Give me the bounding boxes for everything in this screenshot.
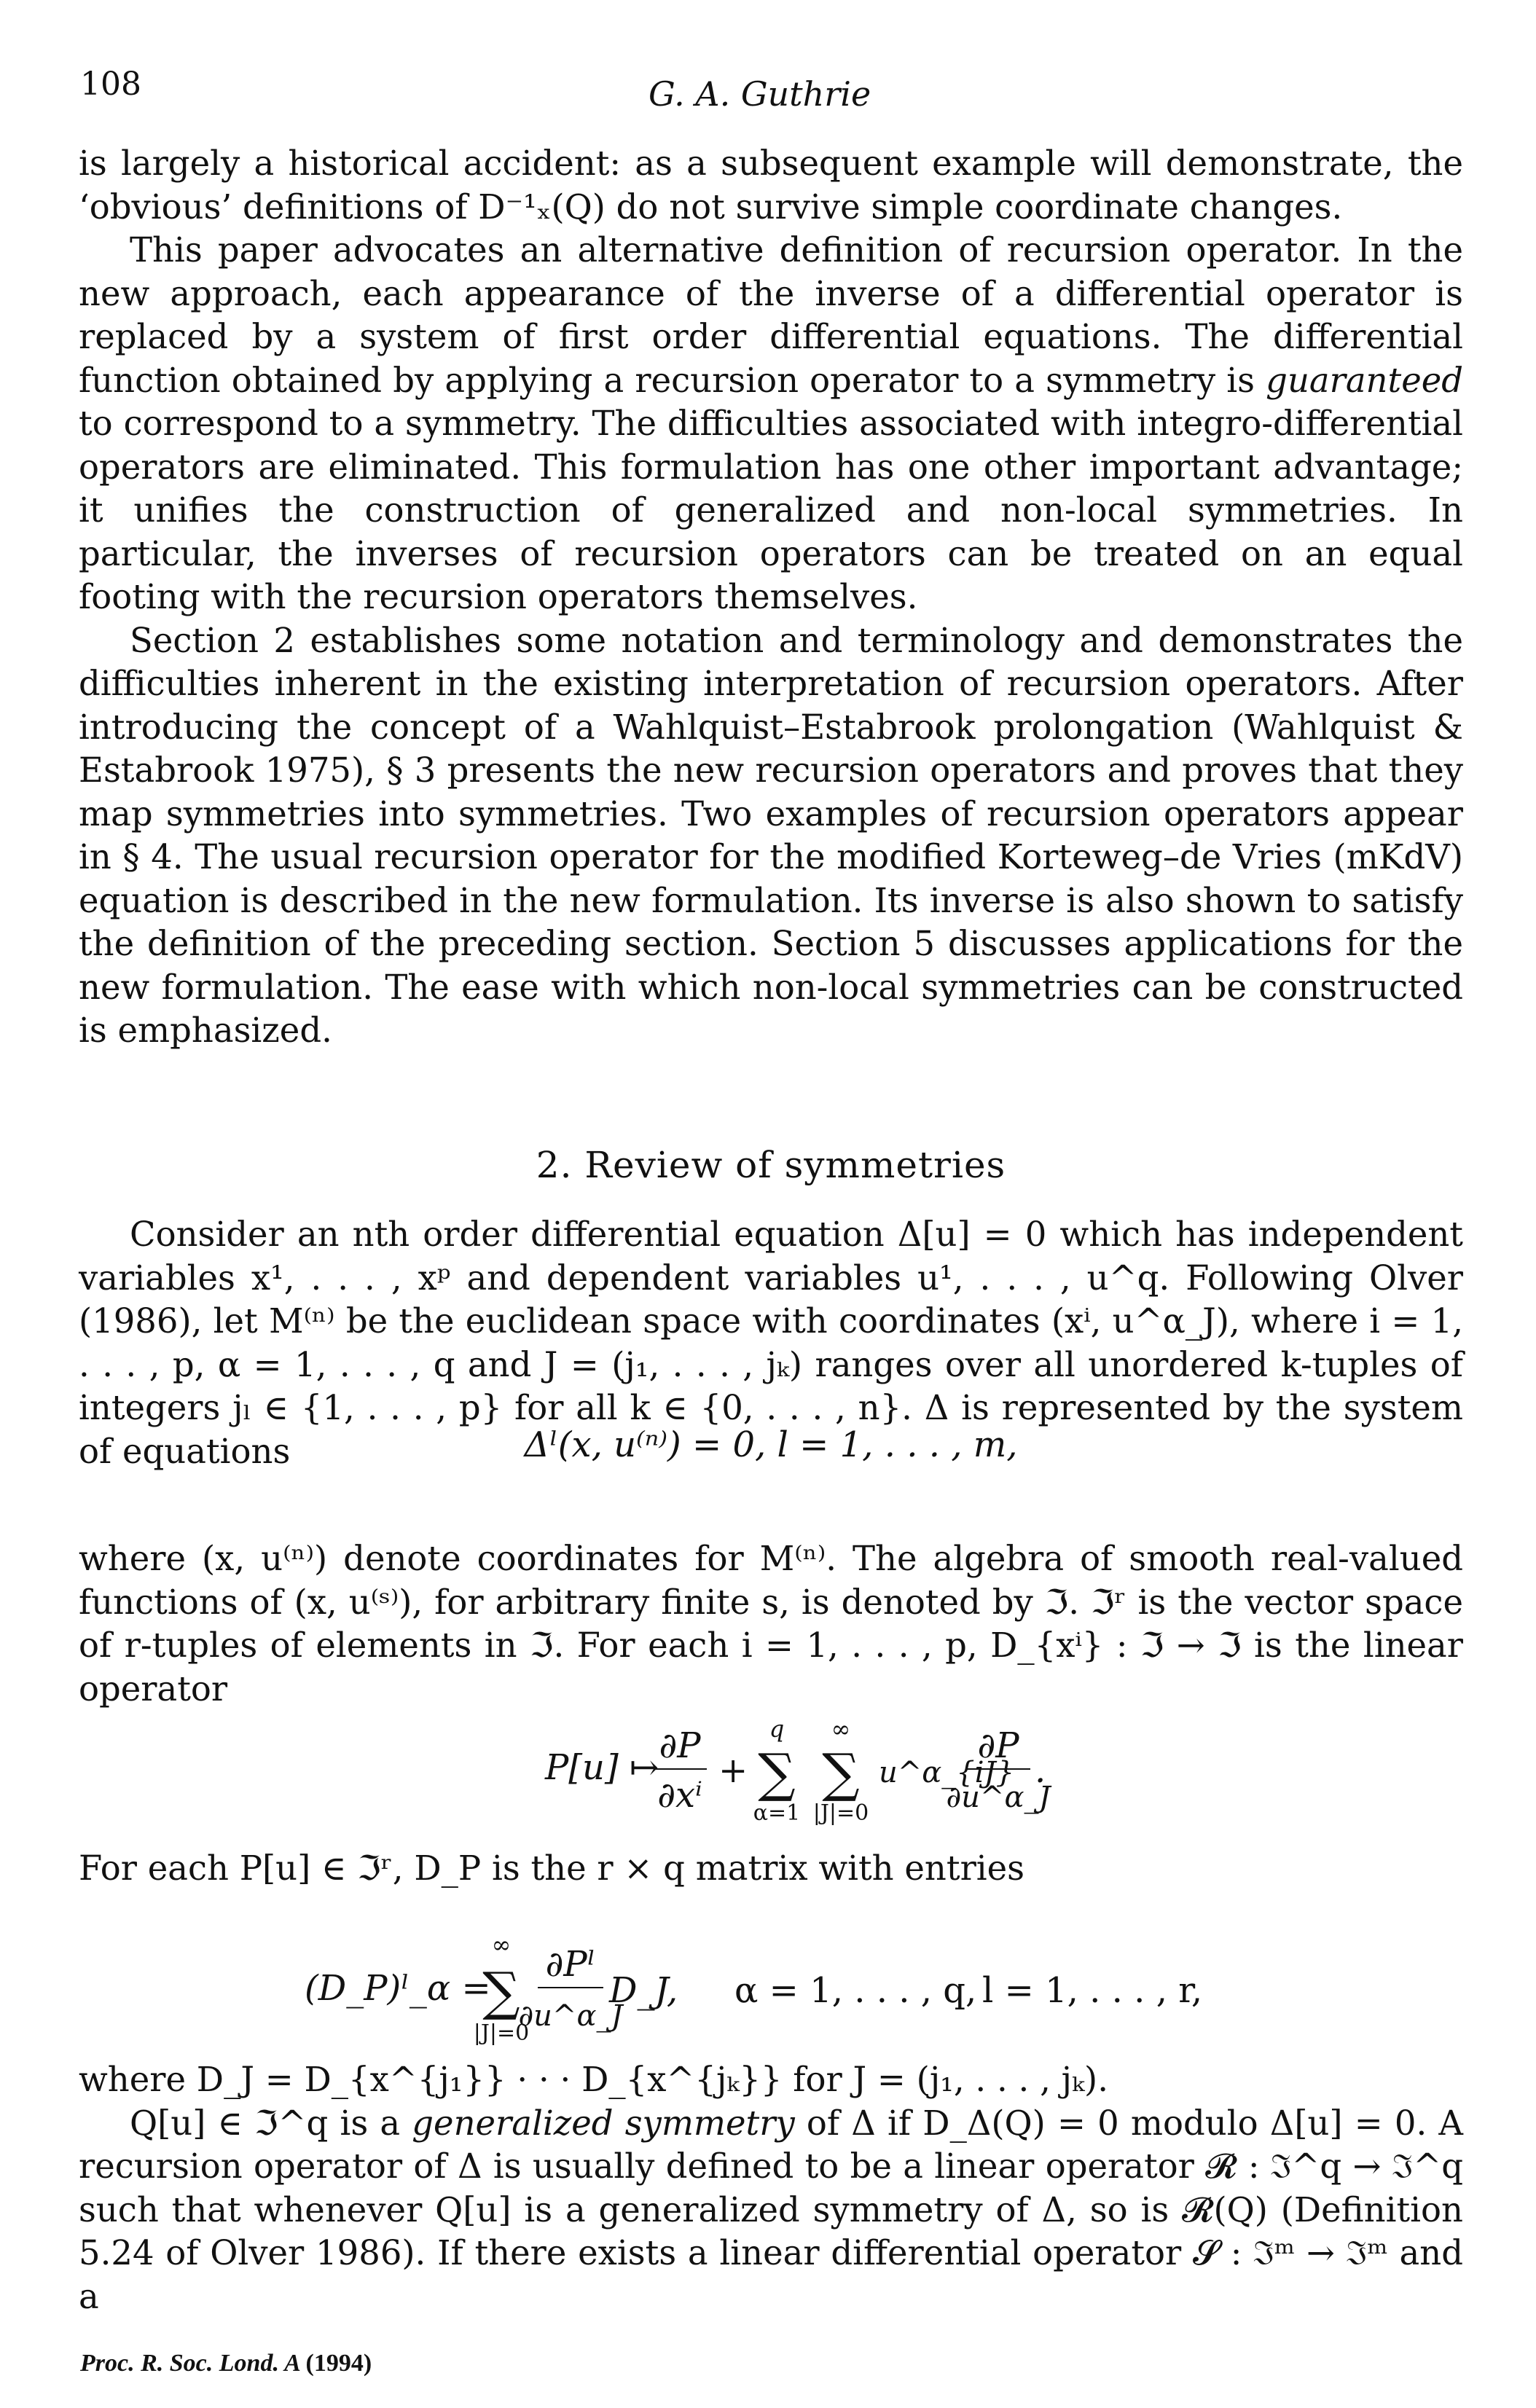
frac-denominator: ∂u^α_J [946, 1781, 1051, 1814]
frac-numerator: ∂Pˡ [545, 1944, 596, 1985]
paragraph: where (x, u⁽ⁿ⁾) denote coordinates for M⁽ⁿ⁾. The algebra of smooth real-valued functions of (x, u⁽ˢ⁾), for arbitrary finite s, is denoted by ℑ. ℑʳ is the vector space of r-tuples of elements in ℑ. For each i = 1, . . . , p, D_{xⁱ} : ℑ → ℑ is the linear operator [79, 1539, 1463, 1709]
display-equation-1: Δˡ(x, u⁽ⁿ⁾) = 0, l = 1, . . . , m, [524, 1424, 1018, 1465]
paragraph: where D_J = D_{x^{j₁}} · · · D_{x^{jₖ}} for J = (j₁, . . . , jₖ). [79, 2060, 1108, 2099]
paragraph: Consider an nth order differential equation Δ[u] = 0 which has independent variables x¹, . . . , xᵖ and dependent variables u¹, . . . , u^q. Following Olver (1986), let M⁽ⁿ⁾ be the euclidean space with coordinates (xⁱ, u^α_J), where i = 1, . . . , p, α = 1, . . . , q and J = (j₁, . . . , jₖ) ranges over all unordered k-tuples of integers jₗ ∈ {1, . . . , p} for all k ∈ {0, . . . , n}. Δ is represented by the system of equations [79, 1215, 1463, 1471]
text-run: This paper advocates an alternative definition of recursion operator. In the new approach, each appearance of the inverse of a differential operator is replaced by a system of first order differential equations. The differential function obtained by applying a recursion operator to a symmetry is [79, 230, 1463, 400]
page-number: 108 [80, 66, 141, 103]
frac-numerator: ∂P [659, 1725, 701, 1766]
frac-denominator: ∂u^α_J [518, 1999, 623, 2033]
running-title: G. A. Guthrie [649, 74, 871, 114]
running-head [80, 66, 1457, 114]
eq-end: . [1035, 1750, 1046, 1791]
sigma-symbol: ∑ [822, 1742, 860, 1803]
frac-numerator: ∂P [977, 1725, 1019, 1766]
equation-svg [79, 1712, 1463, 1829]
equation-svg [79, 1923, 1463, 2047]
journal-footer [80, 2350, 372, 2377]
emphasis: guaranteed [1266, 360, 1463, 400]
sum-upper-limit: q [769, 1715, 785, 1743]
sum-lower-limit: |J|=0 [473, 2020, 530, 2046]
sigma-symbol: ∑ [482, 1961, 520, 2022]
sigma-symbol: ∑ [758, 1742, 796, 1803]
emphasis: generalized symmetry [412, 2103, 795, 2143]
display-equation-3 [79, 1923, 1463, 2047]
section-text [79, 1537, 1463, 1711]
journal-name: Proc. R. Soc. Lond. A [80, 2350, 299, 2377]
text-run: to correspond to a symmetry. The difficulties associated with integro-differential operators are eliminated. This formulation has one other important advantage; it unifies the construction of generalized and non-local symmetries. In particular, the inverses of recursion operators can be treated on an equal footing with the recursion operators themselves. [79, 404, 1463, 616]
eq-term: u^α_{iJ} [879, 1756, 1015, 1789]
eq-condition: l = 1, . . . , r, [982, 1970, 1203, 2011]
eq-lhs: (D_P)ˡ_α = [305, 1968, 491, 2009]
text-run: Q[u] ∈ ℑ^q is a [130, 2103, 412, 2143]
section-text [79, 2058, 1463, 2318]
paragraph: is largely a historical accident: as a subsequent example will demonstrate, the ‘obvious’ definitions of D⁻¹ₓ(Q) do not survive simple coordinate changes. [79, 144, 1463, 227]
display-equation-2 [79, 1712, 1463, 1829]
eq-lhs: P[u] ↦ [545, 1747, 659, 1788]
paragraph [79, 2102, 1463, 2319]
introduction-text [79, 142, 1463, 1053]
sum-lower-limit: |J|=0 [812, 1800, 869, 1826]
journal-year: (1994) [305, 2350, 372, 2377]
text-run: of Δ if D_Δ(Q) = 0 modulo Δ[u] = 0. A recursion operator of Δ is usually defined to be a linear operator 𝓡 : ℑ^q → ℑ^q such that whenever Q[u] is a generalized symmetry of Δ, so is 𝓡(Q) (Definition 5.24 of Olver 1986). If there exists a linear differential operator 𝓢 : ℑᵐ → ℑᵐ and a [79, 2103, 1463, 2316]
paragraph: Section 2 establishes some notation and terminology and demonstrates the difficulties inherent in the existing interpretation of recursion operators. After introducing the concept of a Wahlquist–Estabrook prolongation (Wahlquist & Estabrook 1975), § 3 presents the new recursion operators and proves that they map symmetries into symmetries. Two examples of recursion operators appear in § 4. The usual recursion operator for the modified Korteweg–de Vries (mKdV) equation is described in the new formulation. Its inverse is also shown to satisfy the definition of the preceding section. Section 5 discusses applications for the new formulation. The ease with which non-local symmetries can be constructed is emphasized. [79, 620, 1463, 1050]
eq-term: D_J, [609, 1970, 678, 2011]
frac-denominator: ∂xⁱ [657, 1775, 702, 1816]
sum-lower-limit: α=1 [753, 1800, 801, 1826]
sum-upper-limit: ∞ [831, 1715, 851, 1743]
plus-sign: + [718, 1750, 748, 1791]
eq-condition: α = 1, . . . , q, [734, 1970, 977, 2011]
paragraph [79, 229, 1463, 619]
section-text [79, 1847, 1463, 1891]
paragraph: For each P[u] ∈ ℑʳ, D_P is the r × q matrix with entries [79, 1848, 1025, 1888]
sum-upper-limit: ∞ [491, 1931, 512, 1958]
section-heading: 2. Review of symmetries [536, 1144, 1006, 1186]
